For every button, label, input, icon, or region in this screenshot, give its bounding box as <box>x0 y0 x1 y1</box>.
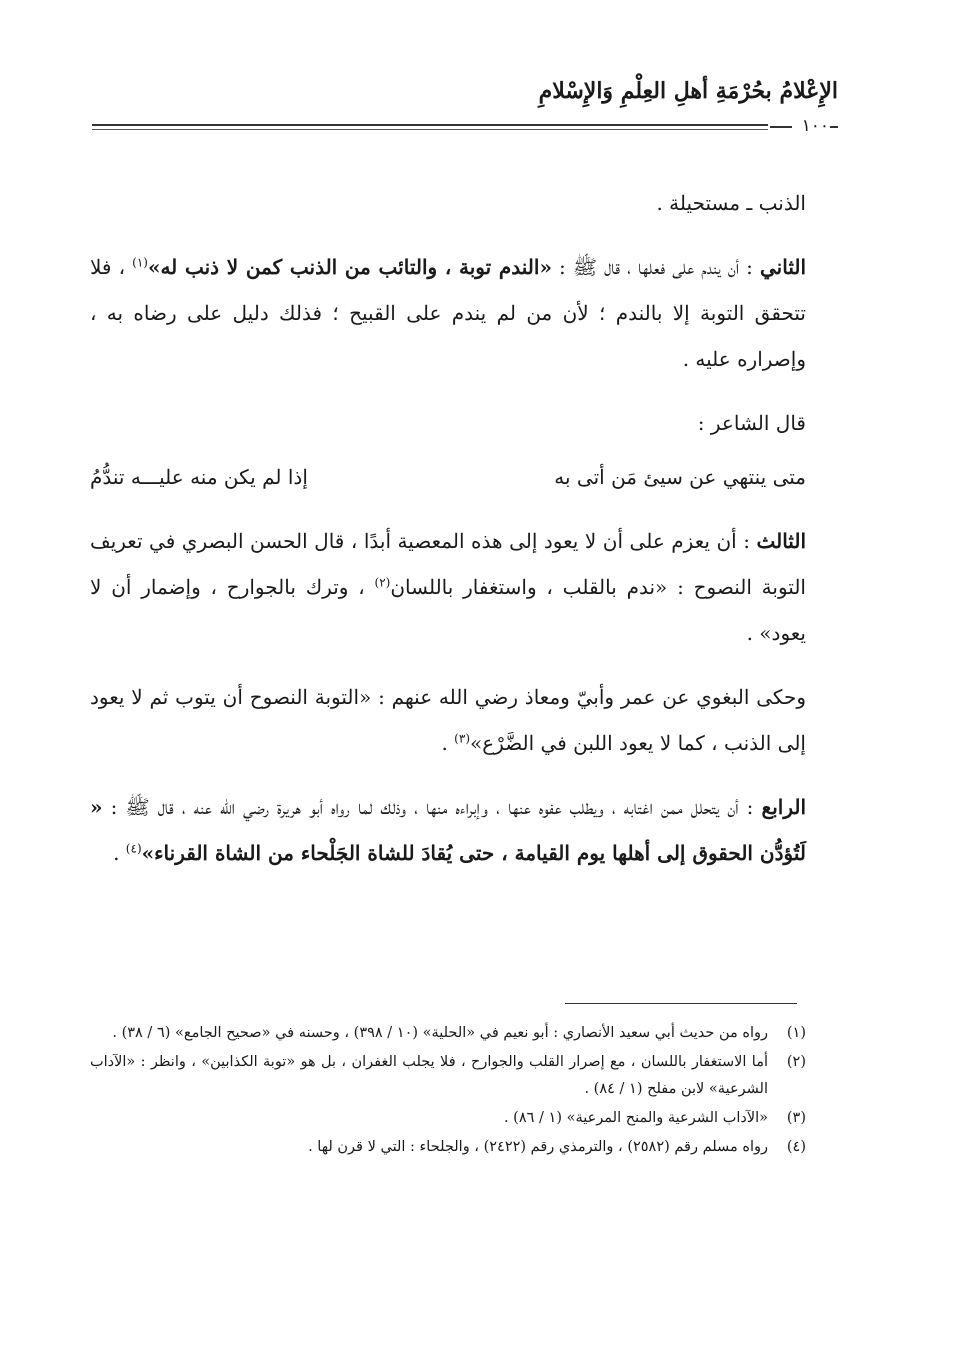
main-text <box>90 180 806 894</box>
poem-hemistich-first: متى ينتهي عن سيئ مَن أتى به <box>554 465 806 489</box>
footnote-number: (٢) <box>786 1054 806 1070</box>
footnote-text: أما الاستغفار باللسان ، مع إصرار القلب والجوارح ، فلا يجلب الغفران ، بل هو «توبة الكذابين» ، وانظر : «الآداب الشرعية» لابن مفلح (١ / ٨٤) . <box>90 1054 768 1097</box>
footnote-text: «الآداب الشرعية والمنح المرعية» (١ / ٨٦) . <box>503 1110 768 1126</box>
text: : أن يندم على فعلها ، قال ﷺ : <box>551 255 760 279</box>
term-third: الثالث <box>756 529 806 553</box>
footnote-text: رواه مسلم رقم (٢٥٨٢) ، والترمذي رقم (٢٤٢٢) ، والجلحاء : التي لا قرن لها . <box>308 1139 768 1155</box>
text: وحكى البغوي عن عمر وأبيّ ومعاذ رضي الله عنهم : «التوبة النصوح أن يتوب ثم لا يعود إلى الذنب ، كما لا يعود اللبن في الضَّرْع» <box>90 685 806 755</box>
running-header-title: الإِعْلامُ بحُرْمَةِ أهلِ العِلْمِ وَالإِسْلامِ <box>538 78 838 104</box>
footnote-separator <box>565 1003 797 1004</box>
footnote-ref-4[interactable]: (٤) <box>125 841 142 856</box>
hadith-quote: « لَتُؤدُّن الحقوق إلى أهلها يوم القيامة ، حتى يُقادَ للشاة الجَلْحاء من الشاة القرناء» <box>90 795 806 865</box>
footnote-text: رواه من حديث أبي سعيد الأنصاري : أبو نعيم في «الحلية» (١٠ / ٣٩٨) ، وحسنه في «صحيح الجامع» (٦ / ٣٨) . <box>112 1025 768 1041</box>
text: : أن يعزم على أن لا يعود إلى هذه المعصية أبدًا ، قال الحسن البصري في تعريف التوبة النصوح : «ندم بالقلب ، واستغفار باللسان <box>90 529 806 599</box>
poem-verse <box>90 454 806 500</box>
footnote-item <box>90 1049 806 1103</box>
header-rule-thin <box>92 129 838 130</box>
text: : أن يتحلل ممن اغتابه ، ويطلب عفوه عنها ، وإبراءه منها ، وذلك لما رواه أبو هريرة رضي الله عنه ، قال ﷺ : <box>102 795 762 819</box>
footnote-ref-3[interactable]: (٣) <box>454 731 470 746</box>
term-second: الثاني <box>759 255 806 279</box>
footnote-number: (١) <box>786 1025 806 1041</box>
text: . <box>441 731 455 755</box>
header-rule-segment <box>830 126 838 128</box>
footnotes <box>90 1020 806 1163</box>
page-number: ١٠٠ <box>801 116 829 136</box>
text: ، فلا تتحقق التوبة إلا بالندم ؛ لأن من لم يندم على القبيح ؛ فذلك دليل على رضاه به ، وإصراره عليه . <box>90 255 806 371</box>
footnote-item <box>90 1134 806 1161</box>
paragraph-third-condition <box>90 518 806 656</box>
header-rule-thick <box>92 124 838 126</box>
paragraph-baghawi <box>90 674 806 766</box>
hadith-quote: «الندم توبة ، والتائب من الذنب كمن لا ذنب له» <box>147 255 552 279</box>
footnote-item <box>90 1020 806 1047</box>
footnote-number: (٣) <box>786 1110 806 1126</box>
footnote-ref-1[interactable]: (١) <box>132 255 148 270</box>
text: ، وترك بالجوارح ، وإضمار أن لا يعود» . <box>90 575 806 645</box>
paragraph-second-condition <box>90 244 806 382</box>
poem-hemistich-second: إذا لم يكن منه عليـــه تندُّمُ <box>90 465 308 489</box>
footnote-item <box>90 1105 806 1132</box>
poet-intro: قال الشاعر : <box>697 411 806 435</box>
term-fourth: الرابع <box>761 795 806 819</box>
paragraph-continuation: الذنب ـ مستحيلة . <box>656 191 806 215</box>
header-rule-segment <box>770 126 792 128</box>
footnote-ref-2[interactable]: (٢) <box>374 575 391 590</box>
footnote-number: (٤) <box>786 1139 806 1155</box>
paragraph-fourth-condition <box>90 784 806 876</box>
text: . <box>113 841 126 865</box>
